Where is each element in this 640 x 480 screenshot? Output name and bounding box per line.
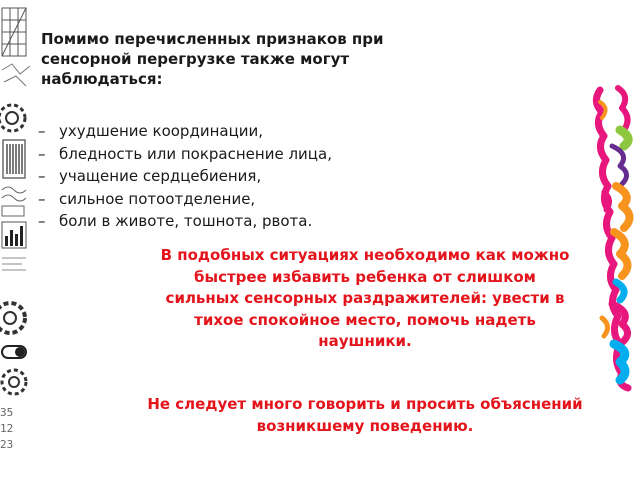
barcode-icon xyxy=(3,140,25,178)
bar-chart-icon xyxy=(2,222,26,248)
list-item-text: сильное потоотделение, xyxy=(59,189,256,208)
left-strip-number: 35 xyxy=(0,406,14,419)
list-dash: – xyxy=(38,212,46,230)
list-item xyxy=(38,165,398,188)
brain-illustration xyxy=(590,82,638,394)
list-item-text: бледность или покраснение лица, xyxy=(59,144,332,163)
wave-icon xyxy=(2,187,26,216)
gear-icon xyxy=(2,370,26,394)
list-item xyxy=(38,143,398,166)
symptom-list xyxy=(38,120,398,233)
gear-icon xyxy=(0,303,25,333)
grid-icon xyxy=(2,8,26,56)
toggle-icon xyxy=(2,346,26,358)
list-dash: – xyxy=(38,189,46,208)
list-item-text: учащение сердцебиения, xyxy=(59,167,262,185)
list-item xyxy=(38,210,398,233)
scribble-icon xyxy=(2,64,30,86)
list-dash: – xyxy=(38,167,46,185)
gear-icon xyxy=(0,105,25,131)
list-dash: – xyxy=(38,144,46,163)
list-item xyxy=(38,188,398,211)
advice-text: В подобных ситуациях необходимо как можно быстрее избавить ребенка от слишком сильных сенсорных раздражителей: увести в тихое спокойное место, помочь надеть наушники. xyxy=(160,246,570,350)
warning-text: Не следует много говорить и просить объяснений возникшему поведению. xyxy=(147,395,583,435)
left-strip-number: 12 xyxy=(0,422,14,435)
list-item-text: боли в животе, тошнота, рвота. xyxy=(59,212,313,230)
list-dash: – xyxy=(38,122,46,140)
slide-heading: Помимо перечисленных признаков при сенсорной перегрузке также могут наблюдаться: xyxy=(41,30,384,88)
left-strip-number: 23 xyxy=(0,438,14,451)
left-doodle-strip xyxy=(0,0,40,470)
sketch-lines xyxy=(2,258,26,270)
list-item xyxy=(38,120,398,143)
brain-outline xyxy=(596,88,629,388)
list-item-text: ухудшение координации, xyxy=(59,122,264,140)
